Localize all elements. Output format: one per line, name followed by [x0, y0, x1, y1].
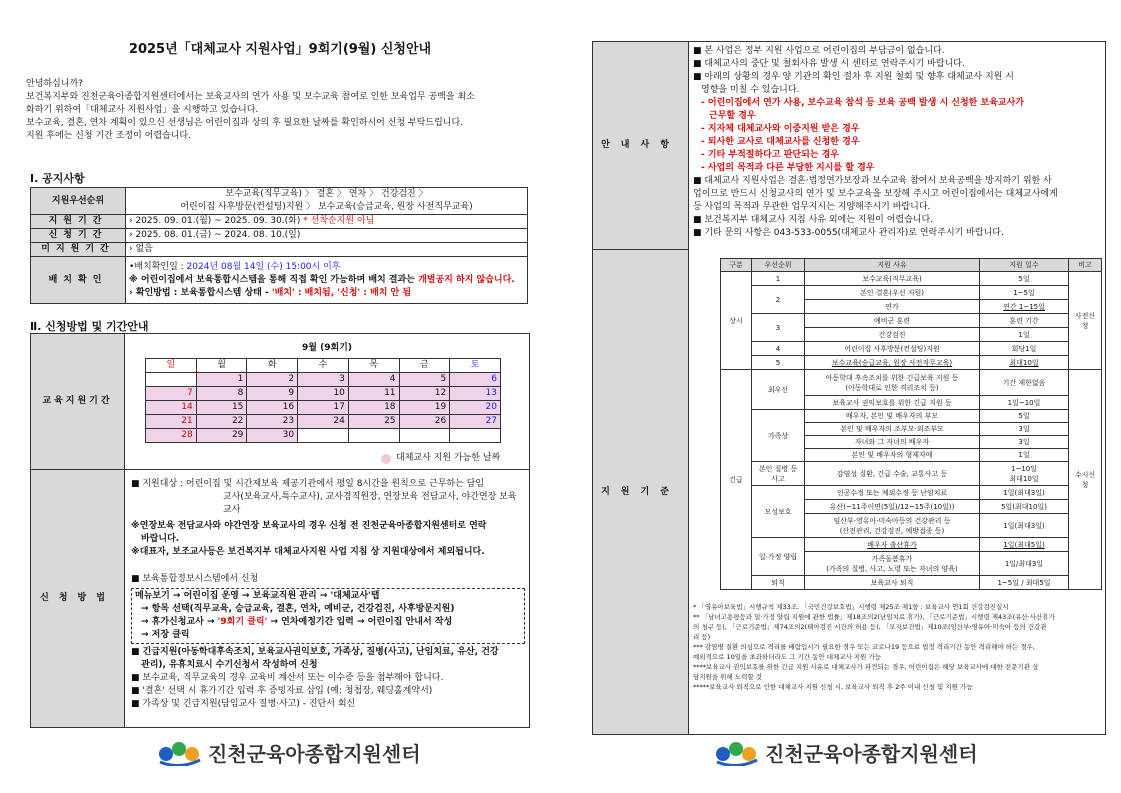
- method-label: 신청방법: [40, 593, 115, 603]
- urgent-maternity: 모성보호: [752, 486, 805, 538]
- footnote: *** 감염병 질환 의심으로 격리를 배람입시가 필요한 경우 또는 코로나19 등으로 법정 격리기간 동안 격리해야 하는 경우,: [693, 643, 1035, 651]
- notice-line: ■ 대체교사의 중단 및 철회사유 발생 시 센터로 연락주시기 바랍니다.: [693, 59, 965, 69]
- days-cell: 1~10일: [1011, 464, 1037, 473]
- table-row: [721, 272, 1102, 286]
- footnote: 리 등): [693, 633, 711, 641]
- confirm-date-label: •배치확인일 :: [129, 261, 187, 272]
- doc-line: ■ '결혼' 선택 시 휴가기간 입력 후 증빙자료 삽입 (예: 청첩장, 웨딩홀계약서): [131, 686, 433, 696]
- reason-cell: (아동학대로 인한 격리조치 등): [845, 383, 939, 392]
- table-row: [721, 286, 1102, 300]
- target-line: 교사: [223, 505, 241, 515]
- system-line: ■ 보육통합정보시스템에서 신청: [131, 574, 259, 584]
- calendar-day: [298, 429, 349, 443]
- calendar-day: 16: [247, 401, 298, 415]
- confirm-method: › 확인방법 : 보육통합시스템 상태 -: [129, 287, 272, 298]
- table-row: [721, 342, 1102, 356]
- criteria-label: 지원기준: [601, 486, 680, 497]
- unsupported-label: 미지원기간: [31, 243, 126, 257]
- group-regular: 상시: [721, 272, 752, 370]
- reason-cell: (산전관리, 건강검진, 예방접종 등): [839, 526, 945, 535]
- days-cell: 1일: [980, 328, 1069, 342]
- target-line: ■ 지원대상 : 어린이집 및 시간제보육 제공기관에서 평일 8시간을 원칙으로 근무하는 담임: [131, 479, 485, 489]
- days-cell: 최대10일: [980, 356, 1069, 370]
- group-urgent: 긴급: [721, 370, 752, 590]
- column-header: 지원 사유: [805, 259, 980, 272]
- footnote: ****보육교사 권익보호를 위한 긴급 지원 사유로 대체교사가 파견되는 경우, 어린이집은 해당 보육교사에 대한 전문기관 상: [693, 663, 1039, 671]
- calendar-day: 6: [450, 373, 501, 387]
- calendar-day: 13: [450, 387, 501, 401]
- calendar-day: 22: [196, 415, 247, 429]
- reason-cell: 보수교육(승급교육, 원장 사전직무교육): [805, 356, 980, 370]
- urgent-line: 관리), 유휴치료시 수기신청서 작성하여 신청: [141, 660, 318, 670]
- notice-label: 안내사항: [601, 140, 680, 150]
- column-header: 구분: [721, 259, 752, 272]
- urgent-line: ■ 긴급지원(아동학대후속조치, 보육교사권익보호, 가족상, 질병(사고), 난임치료, 유산, 건강: [131, 647, 499, 657]
- calendar-week: [146, 401, 501, 415]
- weekday-header: 월: [196, 359, 247, 373]
- reason-cell: 어린이집 사후방문(컨설팅)지원: [805, 342, 980, 356]
- warn-line: - 기타 부적절하다고 판단되는 경우: [701, 150, 839, 160]
- right-page: [560, 0, 1121, 793]
- method-box: [30, 333, 530, 728]
- column-header: 우선순위: [752, 259, 805, 272]
- confirm-method-red: '배치' : 배치됨, '신청' : 배치 안 됨: [271, 287, 412, 298]
- reason-cell: 감염성 질환, 긴급 수술, 교통사고 등: [805, 462, 980, 486]
- doc-line: ■ 가족상 및 긴급지원(담임교사 질병·사고) - 진단서 회신: [131, 699, 356, 709]
- calendar-day: 18: [348, 401, 399, 415]
- days-cell: 1~5일 / 최대5일: [980, 576, 1069, 590]
- weekday-header: 목: [348, 359, 399, 373]
- priority-cell: 2: [752, 286, 805, 314]
- calendar-day: 10: [298, 387, 349, 401]
- priority-line: 어린이집 사후방문(컨설팅)지원 〉 보수교육(승급교육, 원장 사전직무교육): [180, 202, 473, 212]
- calendar: [145, 358, 501, 443]
- days-cell: 기간 제한없음: [980, 370, 1069, 396]
- confirm-date: 2024년 08월 14일 (수) 15:00시 이후: [186, 261, 341, 272]
- calendar-week: [146, 429, 501, 443]
- notice-line: ■ 본 사업은 정부 지원 사업으로 어린이집의 부담금이 없습니다.: [693, 46, 945, 56]
- logo-icon: [158, 740, 202, 766]
- days-cell: 5일: [980, 272, 1069, 286]
- warn-line: - 사업의 목적과 다른 부당한 지시를 할 경우: [701, 163, 875, 173]
- confirm-note-red: 개별공지 하지 않습니다.: [418, 274, 515, 285]
- calendar-week: [146, 387, 501, 401]
- path-click: '9회기 클릭': [217, 617, 268, 627]
- footnote: 예외적으로 10일을 초과하더라도 그 기간 동안 대체교사 지원 가능: [693, 653, 882, 661]
- legend-dot-icon: [381, 454, 391, 464]
- footnote: 의 청구 등), 「근로기준법」제74조의2(태아검진 시간의 허용 등), 「모자보건법」제10조(임산부·영유아·미숙아 등의 건강관: [693, 623, 1047, 631]
- calendar-week: [146, 373, 501, 387]
- section-heading: Ⅰ. 공지사항: [30, 172, 85, 185]
- calendar-day: [348, 429, 399, 443]
- intro-line: 보수교육, 결혼, 연차 계획이 있으신 선생님은 어린이집과 상의 후 필요한 날짜를 확인하시어 신청 부탁드립니다.: [26, 118, 464, 128]
- table-row: [721, 314, 1102, 328]
- reason-cell: 예비군 훈련: [805, 314, 980, 328]
- footnote: * 「영유아보육법」시행규칙 제33조, 「국민건강보호법」시행령 제25조 제1항 : 보육교사 연1회 건강검진실시: [693, 603, 1009, 611]
- reason-cell: 본인 및 배우자의 조부모·외조부모: [805, 423, 980, 436]
- reason-cell: 건강검진: [805, 328, 980, 342]
- calendar-day: 11: [348, 387, 399, 401]
- notice-line: 등 사업의 목적과 무관한 업무지시는 지양해주시기 바랍니다.: [693, 202, 931, 212]
- confirm-label: 배치확인: [31, 257, 126, 304]
- table-header: [721, 259, 1102, 272]
- notice-line: ■ 기타 문의 사항은 043-533-0055(대체교사 관리자)로 연락주시기 바랍니다.: [693, 228, 1004, 238]
- days-cell: 1~5일: [980, 286, 1069, 300]
- note-urgent: 수시신청: [1069, 370, 1102, 590]
- calendar-day: 9: [247, 387, 298, 401]
- priority-cell: 5: [752, 356, 805, 370]
- right-box: [592, 41, 1106, 735]
- calendar-day: 25: [348, 415, 399, 429]
- days-cell: 3일: [980, 436, 1069, 449]
- calendar-legend: [381, 452, 500, 465]
- path-box: [131, 588, 525, 644]
- priority-cell: 4: [752, 342, 805, 356]
- logo-icon: [715, 740, 759, 766]
- calendar-day: 2: [247, 373, 298, 387]
- note-line: ※대표자, 보조교사등은 보건복지부 대체교사지원 사업 지침 상 지원대상에서 제외됩니다.: [131, 547, 485, 557]
- calendar-day: 23: [247, 415, 298, 429]
- calendar-day: 12: [399, 387, 450, 401]
- target-line: 교사(보육교사,특수교사), 교사겸직원장, 연장보육 전담교사, 야간연장 보육: [223, 492, 517, 502]
- method-label-cell: [31, 470, 125, 727]
- criteria-table: [720, 258, 1102, 590]
- note-regular: 사전신청: [1069, 272, 1102, 370]
- page-title: 2025년「대체교사 지원사업」9회기(9월) 신청안내: [128, 42, 432, 57]
- center-logo: [158, 738, 421, 767]
- urgent-top: 최우선: [752, 370, 805, 410]
- logo-text: 진천군육아종합지원센터: [208, 742, 421, 766]
- calendar-day: 4: [348, 373, 399, 387]
- urgent-sick: 본인 질병 등 사고: [752, 462, 805, 486]
- days-cell: 훈련 기간: [980, 314, 1069, 328]
- warn-line: - 어린이집에서 연가 사용, 보수교육 참석 등 보육 공백 발생 시 신청한 보육교사가: [701, 98, 1024, 108]
- intro-line: 보건복지부와 진천군육아종합지원센터에서는 보육교사의 연가 사용 및 보수교육 참여로 인한 보육업무 공백을 최소: [26, 92, 475, 102]
- table-row: [721, 370, 1102, 396]
- intro-line: 안녕하십니까?: [26, 79, 83, 89]
- weekday-header: 수: [298, 359, 349, 373]
- calendar-day: 24: [298, 415, 349, 429]
- criteria-label-cell: [593, 250, 689, 734]
- weekday-header: 일: [146, 359, 197, 373]
- days-cell: 5일: [980, 410, 1069, 423]
- notice-line: ■ 대체교사 지원사업은 결혼·법정연가보장과 보수교육 참여시 보육공백을 방지하기 위한 사: [693, 176, 1052, 186]
- intro-line: 화하기 위하여「대체교사 지원사업」을 시행하고 있습니다.: [26, 105, 259, 115]
- apply-label: 신청기간: [31, 229, 126, 243]
- priority-line: 보수교육(직무교육) 〉 결혼 〉 연차 〉 건강검진 〉: [225, 189, 428, 199]
- warn-line: 근무할 경우: [709, 111, 756, 121]
- days-cell: 1일(최대3일): [980, 486, 1069, 500]
- method-content: [131, 478, 525, 711]
- reason-cell: 본인 및 배우자의 형제자매: [805, 449, 980, 462]
- center-logo: [715, 738, 978, 767]
- left-page: [0, 0, 560, 793]
- notice-line: 업이므로 반드시 신청교사의 연가 및 보수교육을 보장해 주시고 어린이집에서는 대체교사에게: [693, 189, 1058, 199]
- priority-cell: 3: [752, 314, 805, 342]
- reason-cell: 보육교사 퇴직: [805, 576, 980, 590]
- calendar-day: 27: [450, 415, 501, 429]
- reason-cell: 보수교육(직무교육): [805, 272, 980, 286]
- footnote: ** 「남녀고용평등과 일·가정 양립 지원에 관한 법률」제18조의2(난임치료 휴가), 「근로기준법」시행령 제43조(유산·사산휴가: [693, 613, 1055, 621]
- reason-cell: 본인 결혼(우선 지원): [805, 286, 980, 300]
- logo-text: 진천군육아종합지원센터: [765, 742, 978, 766]
- calendar-day: 28: [146, 429, 197, 443]
- calendar-day: 3: [298, 373, 349, 387]
- table-row: [721, 462, 1102, 486]
- calendar-day: 26: [399, 415, 450, 429]
- priority-label: 지원우선순위: [31, 188, 126, 215]
- table-row: [721, 410, 1102, 423]
- calendar-day: 5: [399, 373, 450, 387]
- calendar-day: 30: [247, 429, 298, 443]
- path-line: → 휴가신청교사 →: [141, 617, 215, 627]
- section-heading: Ⅱ. 신청방법 및 기간안내: [30, 320, 149, 333]
- path-line: 메뉴보기 → 어린이집 운영 → 보육교직원 관리 → '대체교사'탭: [135, 591, 380, 601]
- reason-cell: 아동학대 후속조치를 위한 긴급보육 지원 등: [825, 373, 959, 382]
- table-row: [721, 356, 1102, 370]
- reason-cell: 보육교사 권익보호를 위한 긴급 지원 등: [805, 396, 980, 410]
- calendar-day: 20: [450, 401, 501, 415]
- table-row: [721, 486, 1102, 500]
- reason-cell: 배우자, 본인 및 배우자의 부모: [805, 410, 980, 423]
- notice-line: ■ 아래의 상황의 경우 양 기관의 확인 절차 후 지원 철회 및 향후 대체교사 지원 시: [693, 72, 1014, 82]
- days-cell: 최대10일: [1009, 474, 1039, 483]
- urgent-work-family: 일·가정 양립: [752, 538, 805, 576]
- column-header: 지원 일수: [980, 259, 1069, 272]
- reason-cell: 유산(~11주이면(5일)/12~15주(10일)): [805, 500, 980, 514]
- path-line: → 항목 선택(직무교육, 승급교육, 결혼, 연차, 예비군, 건강검진, 사후방문지원): [141, 604, 455, 614]
- calendar-day: 17: [298, 401, 349, 415]
- intro: [26, 78, 546, 143]
- calendar-week: [146, 415, 501, 429]
- reason-cell: 배우자 출산휴가: [805, 538, 980, 552]
- path-line: → 저장 클릭: [141, 630, 190, 640]
- legend-text: 대체교사 지원 가능한 날짜: [396, 453, 501, 463]
- calendar-day: 29: [196, 429, 247, 443]
- unsupported-value: › 없음: [126, 243, 528, 257]
- days-cell: 1일(최대5일): [980, 538, 1069, 552]
- calendar-day: 8: [196, 387, 247, 401]
- column-header: 비고: [1069, 259, 1102, 272]
- days-cell: 연간 1~15일: [980, 300, 1069, 314]
- period-note: * 선착순지원 아님: [303, 216, 375, 226]
- edu-label: 교육지원기간: [42, 396, 113, 406]
- note-line: 바랍니다.: [141, 534, 180, 544]
- urgent-leave: 퇴직: [752, 576, 805, 590]
- priority-cell: 1: [752, 272, 805, 286]
- period-value: › 2025. 09. 01.(월) ~ 2025. 09. 30.(화): [129, 216, 301, 226]
- calendar-day: [399, 429, 450, 443]
- weekday-header: 금: [399, 359, 450, 373]
- weekday-header: 토: [450, 359, 501, 373]
- notice-line: 영향을 미칠 수 있습니다.: [701, 85, 800, 95]
- calendar-day: 1: [196, 373, 247, 387]
- days-cell: 3일: [980, 423, 1069, 436]
- notice-table: [30, 187, 528, 304]
- intro-line: 지원 후에는 신청 기간 조정이 어렵습니다.: [26, 131, 191, 141]
- calendar-day: 15: [196, 401, 247, 415]
- calendar-cell: [125, 334, 529, 470]
- table-row: [721, 538, 1102, 552]
- footnote: 담지원을 위해 노력할 것: [693, 673, 762, 681]
- warn-line: - 퇴사한 교사로 대체교사를 신청한 경우: [701, 137, 860, 147]
- footnotes: [693, 602, 1103, 692]
- doc-line: ■ 보수교육, 직무교육의 경우 교육비 계산서 또는 이수증 등을 첨부해야 합니다.: [131, 673, 444, 683]
- reason-cell: 자녀와 그 자녀의 배우자: [805, 436, 980, 449]
- period-label: 지원기간: [31, 215, 126, 229]
- edu-label-cell: [31, 334, 125, 470]
- calendar-day: [450, 429, 501, 443]
- calendar-title: 9월 (9회기): [302, 343, 352, 353]
- calendar-day: 19: [399, 401, 450, 415]
- reason-cell: 인공수정 또는 체외수정 등 난임치료: [805, 486, 980, 500]
- calendar-day: 21: [146, 415, 197, 429]
- path-line: → 연차예정기간 입력 → 어린이집 안내서 작성: [270, 617, 453, 627]
- weekday-header: 화: [247, 359, 298, 373]
- notice-label-cell: [593, 42, 689, 250]
- confirm-note: ※ 어린이집에서 보육통합시스템을 통해 직접 확인 가능하며 배치 결과는: [129, 274, 419, 285]
- calendar-day: [146, 373, 197, 387]
- notice-content: [693, 45, 1103, 240]
- days-cell: 1일/최대3일: [980, 552, 1069, 576]
- calendar-day: 7: [146, 387, 197, 401]
- days-cell: 회당1일: [980, 342, 1069, 356]
- days-cell: 1일(최대3일): [980, 514, 1069, 538]
- table-row: [721, 576, 1102, 590]
- days-cell: 5일(최대10일): [980, 500, 1069, 514]
- reason-cell: 가족돌봄휴가: [871, 554, 913, 563]
- note-line: ※연장보육 전담교사와 야간연장 보육교사의 경우 신청 전 진천군육아종합지원센터로 연락: [131, 521, 487, 531]
- days-cell: 1일: [980, 449, 1069, 462]
- reason-cell: 임산부·영유아·미숙아등의 건강관리 등: [833, 516, 951, 525]
- reason-cell: 연가: [805, 300, 980, 314]
- days-cell: 1일~10일: [980, 396, 1069, 410]
- notice-line: ■ 보건복지부 대체교사 지침 사유 외에는 지원이 어렵습니다.: [693, 215, 934, 225]
- calendar-day: 14: [146, 401, 197, 415]
- urgent-family: 가족상: [752, 410, 805, 462]
- reason-cell: (가족의 질병, 사고, 노령 또는 자녀의 양육): [826, 564, 958, 573]
- apply-value: › 2025. 08. 01.(금) ~ 2024. 08. 10.(일): [126, 229, 528, 243]
- footnote: *****보육교사 퇴직으로 인한 대체교사 지원 신청 시, 보육교사 퇴직 후 2주 이내 신청 및 지원 가능: [693, 683, 973, 691]
- warn-line: - 지자체 대체교사와 이중지원 받은 경우: [701, 124, 860, 134]
